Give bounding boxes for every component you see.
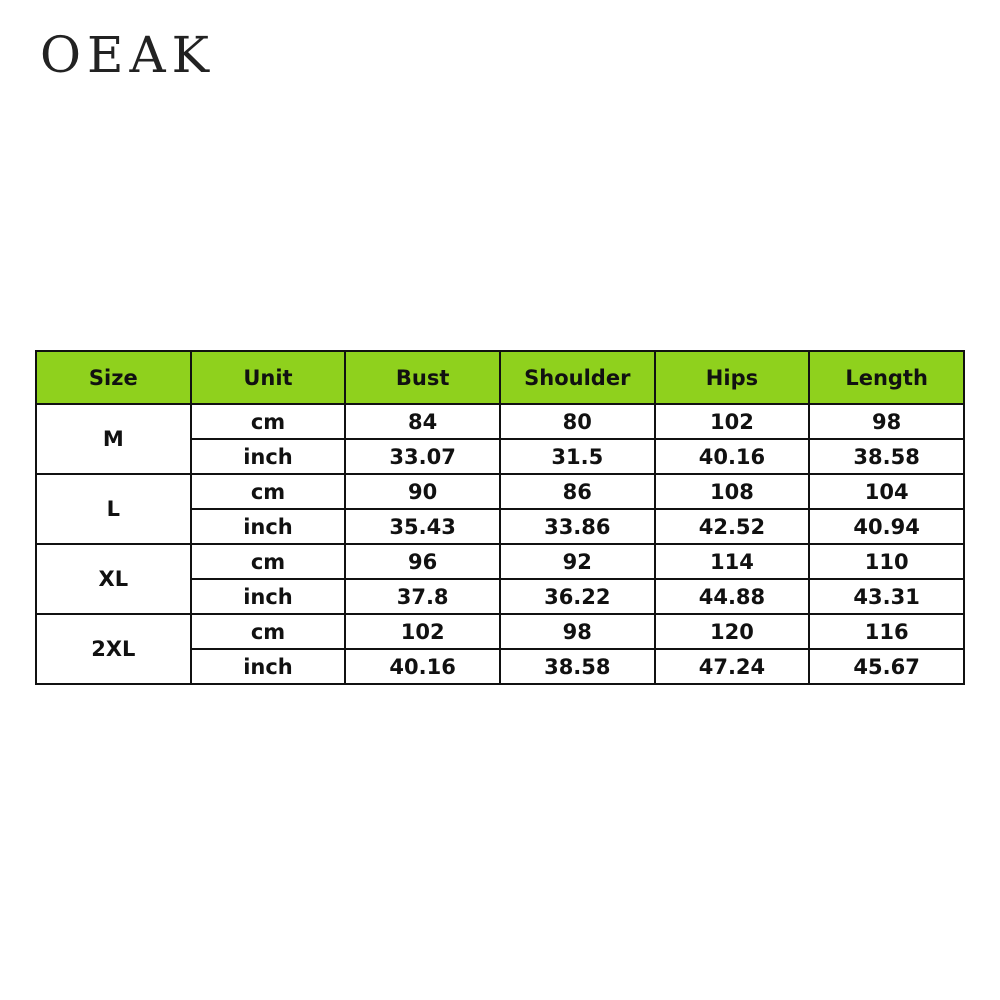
table-row: [36, 404, 964, 439]
header-size: Size: [36, 351, 191, 404]
size-cell: L: [36, 474, 191, 544]
size-cell: M: [36, 404, 191, 474]
brand-logo: OEAK: [40, 26, 215, 84]
length-cell: 43.31: [809, 579, 964, 614]
hips-cell: 120: [655, 614, 810, 649]
shoulder-cell: 31.5: [500, 439, 655, 474]
header-unit: Unit: [191, 351, 346, 404]
hips-cell: 47.24: [655, 649, 810, 684]
shoulder-cell: 92: [500, 544, 655, 579]
length-cell: 104: [809, 474, 964, 509]
size-chart-table: [35, 350, 965, 685]
bust-cell: 35.43: [345, 509, 500, 544]
table-header-row: [36, 351, 964, 404]
bust-cell: 33.07: [345, 439, 500, 474]
header-hips: Hips: [655, 351, 810, 404]
length-cell: 38.58: [809, 439, 964, 474]
unit-cell: inch: [191, 509, 346, 544]
size-cell: 2XL: [36, 614, 191, 684]
hips-cell: 40.16: [655, 439, 810, 474]
shoulder-cell: 80: [500, 404, 655, 439]
table-row: [36, 474, 964, 509]
shoulder-cell: 98: [500, 614, 655, 649]
size-cell: XL: [36, 544, 191, 614]
table-row: [36, 544, 964, 579]
hips-cell: 114: [655, 544, 810, 579]
hips-cell: 108: [655, 474, 810, 509]
bust-cell: 102: [345, 614, 500, 649]
table-row: [36, 614, 964, 649]
shoulder-cell: 38.58: [500, 649, 655, 684]
shoulder-cell: 86: [500, 474, 655, 509]
length-cell: 116: [809, 614, 964, 649]
hips-cell: 44.88: [655, 579, 810, 614]
header-bust: Bust: [345, 351, 500, 404]
unit-cell: inch: [191, 439, 346, 474]
length-cell: 45.67: [809, 649, 964, 684]
unit-cell: cm: [191, 474, 346, 509]
length-cell: 110: [809, 544, 964, 579]
unit-cell: inch: [191, 579, 346, 614]
bust-cell: 96: [345, 544, 500, 579]
unit-cell: cm: [191, 544, 346, 579]
bust-cell: 90: [345, 474, 500, 509]
unit-cell: cm: [191, 614, 346, 649]
shoulder-cell: 33.86: [500, 509, 655, 544]
length-cell: 98: [809, 404, 964, 439]
bust-cell: 84: [345, 404, 500, 439]
hips-cell: 102: [655, 404, 810, 439]
bust-cell: 40.16: [345, 649, 500, 684]
header-length: Length: [809, 351, 964, 404]
shoulder-cell: 36.22: [500, 579, 655, 614]
unit-cell: cm: [191, 404, 346, 439]
header-shoulder: Shoulder: [500, 351, 655, 404]
bust-cell: 37.8: [345, 579, 500, 614]
hips-cell: 42.52: [655, 509, 810, 544]
unit-cell: inch: [191, 649, 346, 684]
length-cell: 40.94: [809, 509, 964, 544]
